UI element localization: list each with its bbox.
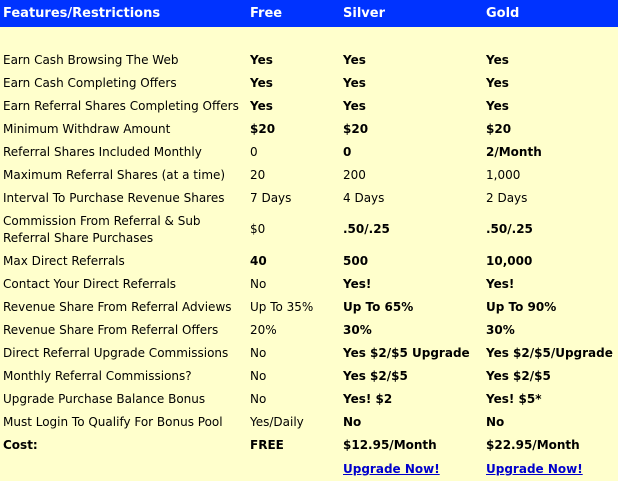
feature-label: Maximum Referral Shares (at a time) [3, 168, 226, 182]
header-gold: Gold [486, 6, 520, 21]
silver-value: Yes [343, 99, 366, 113]
free-value: 0 [250, 145, 258, 159]
table-row [0, 187, 618, 210]
silver-value: 30% [343, 323, 372, 337]
silver-value: Yes $2/$5 [343, 369, 408, 383]
feature-label: Cost: [3, 438, 38, 452]
free-value: 20 [250, 168, 266, 182]
silver-value: .50/.25 [343, 222, 390, 236]
table-row [0, 388, 618, 411]
table-row [0, 49, 618, 72]
feature-label: Must Login To Qualify For Bonus Pool [3, 415, 223, 429]
table-row [0, 250, 618, 273]
table-row [0, 365, 618, 388]
table-row [0, 319, 618, 342]
feature-label: Revenue Share From Referral Adviews [3, 300, 232, 314]
feature-label: Referral Shares Included Monthly [3, 145, 202, 159]
gold-value: 2 Days [486, 191, 528, 205]
header-free: Free [250, 6, 283, 21]
free-value: Yes [250, 53, 273, 67]
free-value: Yes [250, 76, 273, 90]
gold-value: No [486, 415, 505, 429]
gold-value: 10,000 [486, 254, 533, 268]
gold-value: Yes [486, 76, 509, 90]
upgrade-silver-link[interactable]: Upgrade Now! [343, 462, 440, 476]
table-row [0, 95, 618, 118]
feature-label: Max Direct Referrals [3, 254, 125, 268]
table-row [0, 296, 618, 319]
table-row [0, 342, 618, 365]
table-row [0, 141, 618, 164]
free-value: $20 [250, 122, 276, 136]
silver-value: Up To 65% [343, 300, 414, 314]
feature-label: Monthly Referral Commissions? [3, 369, 192, 383]
silver-value: $12.95/Month [343, 438, 437, 452]
gold-value: Yes! $5* [486, 392, 542, 406]
free-value: 20% [250, 323, 277, 337]
gold-value: 1,000 [486, 168, 521, 182]
table-row [0, 434, 618, 457]
silver-value: Yes! [343, 277, 372, 291]
free-value: Yes/Daily [250, 415, 304, 429]
table-row [0, 118, 618, 141]
silver-value: Yes! $2 [343, 392, 393, 406]
table-row [0, 72, 618, 95]
feature-label: Direct Referral Upgrade Commissions [3, 346, 229, 360]
silver-value: 200 [343, 168, 366, 182]
feature-label: Earn Referral Shares Completing Offers [3, 99, 239, 113]
feature-label: Revenue Share From Referral Offers [3, 323, 219, 337]
gold-value: $20 [486, 122, 512, 136]
gold-value: Yes [486, 53, 509, 67]
feature-label: Interval To Purchase Revenue Shares [3, 191, 225, 205]
silver-value: 500 [343, 254, 369, 268]
silver-value: 4 Days [343, 191, 385, 205]
silver-value: Yes [343, 53, 366, 67]
feature-label: Commission From Referral & Sub Referral Share Purchases [3, 214, 201, 245]
gold-value: Up To 90% [486, 300, 557, 314]
free-value: No [250, 369, 267, 383]
table-header [0, 0, 618, 27]
free-value: Up To 35% [250, 300, 314, 314]
gold-value: .50/.25 [486, 222, 533, 236]
header-features: Features/Restrictions [3, 6, 161, 21]
table-row [0, 273, 618, 296]
silver-value: 0 [343, 145, 352, 159]
gold-value: Yes! [486, 277, 515, 291]
silver-value: No [343, 415, 362, 429]
feature-label: Earn Cash Browsing The Web [3, 53, 179, 67]
feature-label: Earn Cash Completing Offers [3, 76, 177, 90]
silver-value: Yes $2/$5 Upgrade [343, 346, 470, 360]
silver-value: $20 [343, 122, 369, 136]
feature-label: Minimum Withdraw Amount [3, 122, 171, 136]
gold-value: Yes $2/$5 [486, 369, 551, 383]
free-value: No [250, 392, 267, 406]
free-value: $0 [250, 222, 266, 236]
gold-value: 2/Month [486, 145, 542, 159]
free-value: No [250, 277, 267, 291]
gold-value: Yes [486, 99, 509, 113]
free-value: 7 Days [250, 191, 292, 205]
table-row [0, 210, 618, 247]
feature-label: Contact Your Direct Referrals [3, 277, 177, 291]
upgrade-gold-link[interactable]: Upgrade Now! [486, 462, 583, 476]
table-row [0, 411, 618, 434]
free-value: 40 [250, 254, 267, 268]
header-silver: Silver [343, 6, 385, 21]
feature-label: Upgrade Purchase Balance Bonus [3, 392, 206, 406]
free-value: FREE [250, 438, 284, 452]
upgrade-row [0, 458, 618, 481]
table-row [0, 164, 618, 187]
gold-value: Yes $2/$5/Upgrade [486, 346, 613, 360]
gold-value: $22.95/Month [486, 438, 580, 452]
silver-value: Yes [343, 76, 366, 90]
free-value: Yes [250, 99, 273, 113]
free-value: No [250, 346, 267, 360]
gold-value: 30% [486, 323, 515, 337]
